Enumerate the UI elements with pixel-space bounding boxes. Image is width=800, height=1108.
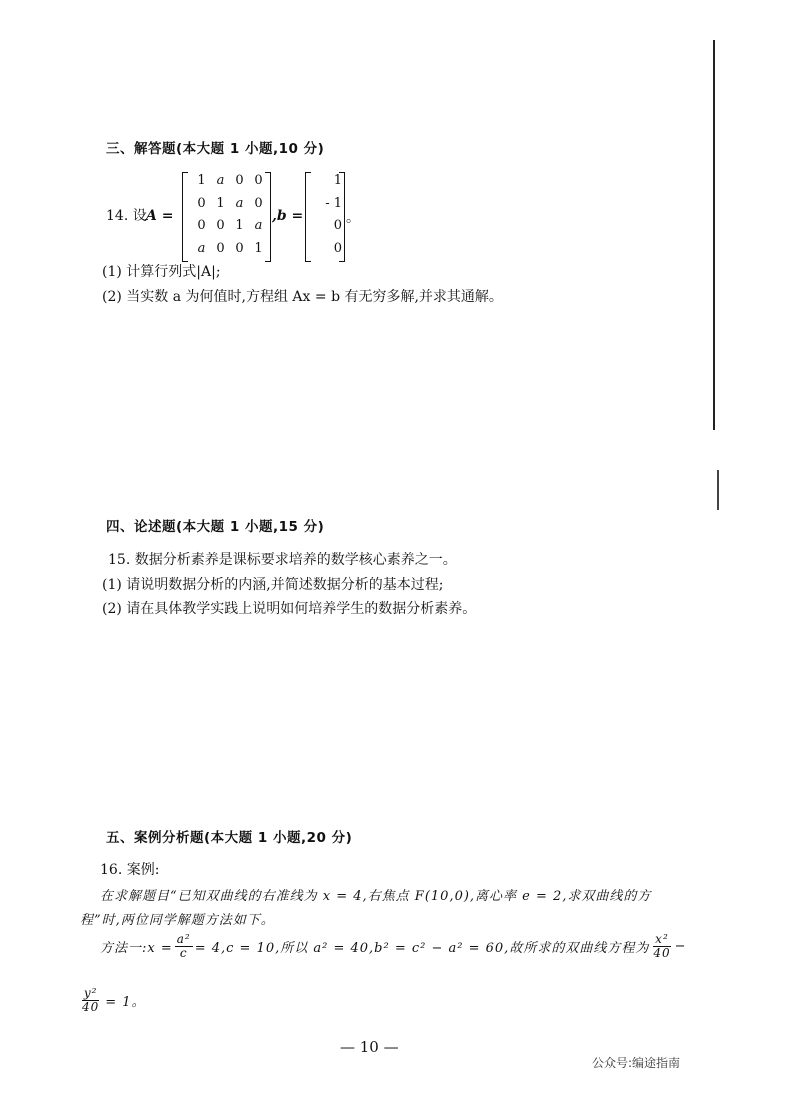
fraction-a2-numerator: a² [176, 932, 191, 946]
vector-b-cell: - 1 [325, 195, 342, 211]
vector-b-cell: 1 [333, 173, 342, 188]
method1-middle: = 4,c = 10,所以 a² = 40,b² = c² − a² = 60,故所求的双曲线方程为 [194, 941, 650, 956]
matrix-a-cell: 1 [197, 173, 206, 188]
matrix-a-cell: 0 [197, 195, 206, 211]
matrix-a-cell: a [216, 173, 225, 188]
matrix-a-cell: 0 [254, 195, 263, 211]
watermark: 公众号:编途指南 [592, 1056, 681, 1070]
fraction-y2-numerator: y² [83, 986, 98, 1000]
matrix-a-cell: a [254, 218, 263, 233]
matrix-a-cell: 0 [254, 173, 263, 188]
method1-prefix: 方法一:x = [100, 941, 173, 956]
matrix-a-cell: 0 [216, 240, 225, 256]
matrix-a-cell: 0 [235, 240, 244, 256]
vector-b-cell: 0 [333, 218, 342, 233]
fraction-y2-over-40 [80, 987, 101, 1014]
q14-intro: 14. 设 [106, 208, 147, 224]
q16-method1-line [100, 933, 687, 960]
matrix-a-right-bracket [265, 172, 271, 262]
fraction-40-denominator-2: 40 [82, 1000, 100, 1014]
method1-minus: − [674, 939, 687, 954]
q16-method1-continued [80, 987, 146, 1014]
matrix-a-left-bracket [182, 172, 188, 262]
matrix-a-cell: 1 [254, 240, 263, 256]
fraction-a2-over-c [175, 933, 193, 960]
matrix-a-label: A = [146, 208, 174, 224]
matrix-a [192, 170, 268, 260]
scan-edge-line [713, 40, 715, 430]
vector-b-cell: 0 [333, 240, 342, 256]
q15-intro: 15. 数据分析素养是课标要求培养的数学核心素养之一。 [108, 552, 457, 568]
q16-case-line2: 程”时,两位同学解题方法如下。 [80, 913, 275, 928]
scan-edge-mark [717, 470, 719, 510]
q15-part1: (1) 请说明数据分析的内涵,并简述数据分析的基本过程; [102, 577, 444, 593]
page-number: — 10 — [340, 1038, 399, 1056]
q15-part2: (2) 请在具体教学实践上说明如何培养学生的数据分析素养。 [102, 601, 477, 617]
fraction-40-denominator: 40 [653, 946, 671, 960]
matrix-a-cell: 0 [235, 173, 244, 188]
fraction-x2-numerator: x² [655, 932, 669, 946]
q14-end-mark: 。 [346, 210, 360, 226]
q16-case-line1: 在求解题目“已知双曲线的右准线为 x = 4,右焦点 F(10,0),离心率 e = 2,求双曲线的方 [100, 889, 652, 904]
vector-b-right-bracket [339, 172, 345, 262]
q14-part2: (2) 当实数 a 为何值时,方程组 Ax = b 有无穷多解,并求其通解。 [102, 289, 503, 305]
fraction-x2-over-40 [651, 933, 672, 960]
method1-end: = 1。 [105, 995, 146, 1010]
matrix-a-cell: 0 [216, 218, 225, 233]
section3-heading: 三、解答题(本大题 1 小题,10 分) [106, 141, 325, 157]
matrix-a-cell: 1 [235, 218, 244, 233]
q16-intro: 16. 案例: [100, 862, 160, 878]
matrix-a-cell: 0 [197, 218, 206, 233]
fraction-c-denominator: c [179, 946, 188, 960]
q14-part1: (1) 计算行列式|A|; [102, 264, 221, 280]
matrix-a-cell: a [235, 195, 244, 211]
section4-heading: 四、论述题(本大题 1 小题,15 分) [106, 519, 325, 535]
vector-b [308, 170, 342, 260]
matrix-a-cell: 1 [216, 195, 225, 211]
matrix-a-cell: a [197, 240, 206, 256]
section5-heading: 五、案例分析题(本大题 1 小题,20 分) [106, 830, 353, 846]
vector-b-label: ,b = [272, 208, 304, 224]
